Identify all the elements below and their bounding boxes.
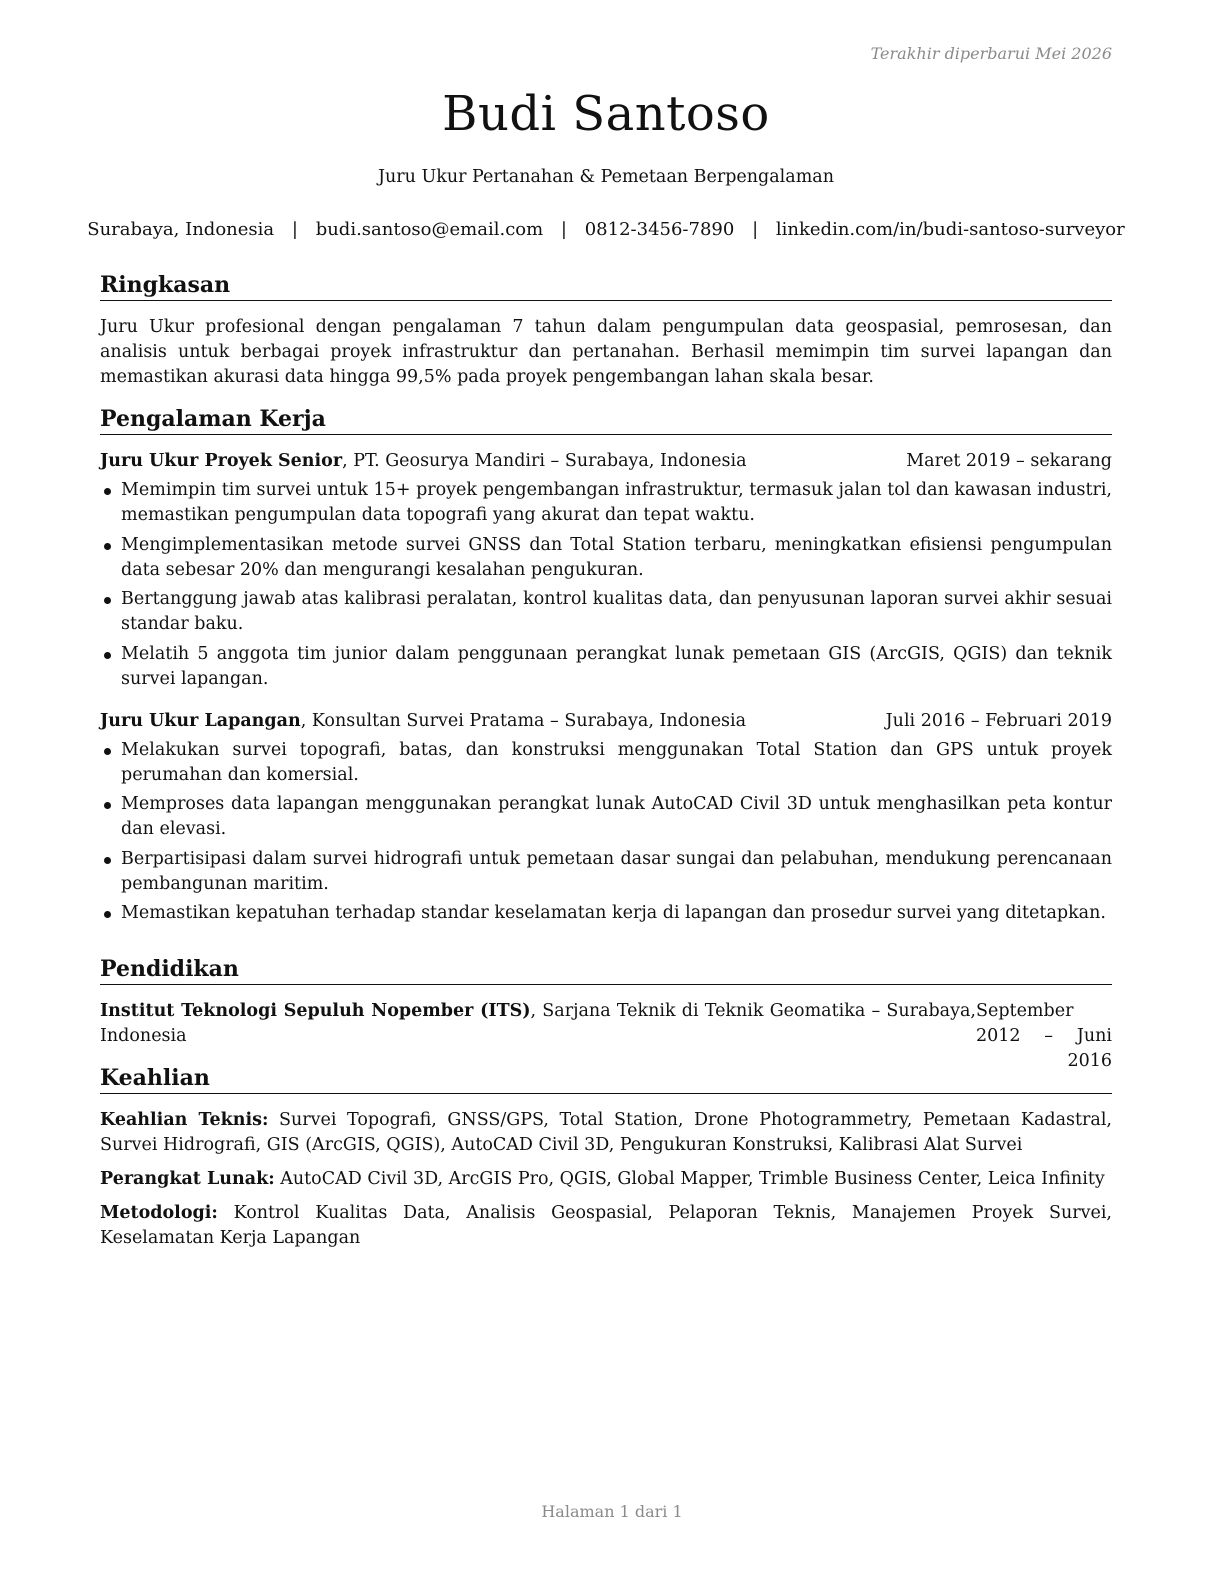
skill-value: Kontrol Kualitas Data, Analisis Geospasial, Pelaporan Teknis, Manajemen Proyek Survei, Keselamatan Kerja Lapangan (100, 1203, 1112, 1248)
candidate-title: Juru Ukur Pertanahan & Pemetaan Berpengalaman (378, 167, 834, 187)
education-degree: , Sarjana Teknik di Teknik Geomatika – Surabaya, Indonesia (100, 1001, 976, 1046)
job-role: Juru Ukur Lapangan (100, 710, 301, 731)
job-company: , PT. Geosurya Mandiri – Surabaya, Indonesia (342, 451, 747, 471)
job-bullet: Memimpin tim survei untuk 15+ proyek pengembangan infrastruktur, termasuk jalan tol dan kawasan industri, memastikan pengumpulan data topografi yang akurat dan tepat waktu. (100, 478, 1112, 528)
job-bullet: Memastikan kepatuhan terhadap standar keselamatan kerja di lapangan dan prosedur survei yang ditetapkan. (100, 901, 1112, 926)
job-header (100, 449, 1112, 474)
skills-list (100, 1108, 1112, 1251)
skill-line-software (100, 1167, 1112, 1192)
contact-linkedin[interactable]: linkedin.com/in/budi-santoso-surveyor (775, 219, 1125, 240)
skill-label: Metodologi: (100, 1203, 218, 1223)
skill-line-methodology (100, 1201, 1112, 1251)
job-header (100, 709, 1112, 734)
section-heading-summary: Ringkasan (100, 271, 1112, 301)
experience-section (100, 405, 1112, 931)
contact-phone[interactable]: 0812-3456-7890 (584, 219, 735, 240)
job-bullet: Memproses data lapangan menggunakan perangkat lunak AutoCAD Civil 3D untuk menghasilkan peta kontur dan elevasi. (100, 792, 1112, 842)
skills-section (100, 1064, 1112, 1260)
job-bullet: Melatih 5 anggota tim junior dalam penggunaan perangkat lunak pemetaan GIS (ArcGIS, QGIS) dan teknik survei lapangan. (100, 642, 1112, 692)
skill-value: Survei Topografi, GNSS/GPS, Total Station, Drone Photogrammetry, Pemetaan Kadastral, Survei Hidrografi, GIS (ArcGIS, QGIS), AutoCAD Civil 3D, Pengukuran Konstruksi, Kalibrasi Alat Survei (100, 1110, 1112, 1155)
job-bullet-list (100, 478, 1112, 692)
section-heading-skills: Keahlian (100, 1064, 1112, 1094)
contact-line (70, 219, 1142, 240)
job-bullet: Mengimplementasikan metode survei GNSS dan Total Station terbaru, meningkatkan efisiensi pengumpulan data sebesar 20% dan mengurangi kesalahan pengukuran. (100, 533, 1112, 583)
job-dates: Juli 2016 – Februari 2019 (885, 710, 1112, 731)
education-section (100, 955, 1112, 1074)
job-company: , Konsultan Survei Pratama – Surabaya, Indonesia (300, 710, 747, 731)
skill-label: Perangkat Lunak: (100, 1169, 275, 1189)
page-number: Halaman 1 dari 1 (541, 1502, 683, 1521)
job-dates: Maret 2019 – sekarang (906, 451, 1112, 471)
education-detail (100, 999, 976, 1074)
job-role: Juru Ukur Proyek Senior (100, 451, 343, 471)
job-bullet: Berpartisipasi dalam survei hidrografi untuk pemetaan dasar sungai dan pelabuhan, mendukung perencanaan pembangunan maritim. (100, 847, 1112, 897)
skill-label: Keahlian Teknis: (100, 1110, 269, 1130)
contact-separator: | (752, 219, 759, 240)
education-dates: September 2012 – Juni 2016 (976, 1001, 1112, 1071)
contact-separator: | (560, 219, 567, 240)
skill-value: AutoCAD Civil 3D, ArcGIS Pro, QGIS, Global Mapper, Trimble Business Center, Leica Infinity (274, 1169, 1105, 1189)
job-bullet: Bertanggung jawab atas kalibrasi peralatan, kontrol kualitas data, dan penyusunan laporan survei akhir sesuai standar baku. (100, 587, 1112, 637)
job-title-line (100, 709, 746, 734)
education-entry (100, 999, 1112, 1074)
job-bullet: Melakukan survei topografi, batas, dan konstruksi menggunakan Total Station dan GPS untuk proyek perumahan dan komersial. (100, 738, 1112, 788)
summary-section (100, 271, 1112, 390)
skill-line-technical (100, 1108, 1112, 1158)
resume-page (87, 0, 1125, 1584)
last-updated-note: Terakhir diperbarui Mei 2026 (870, 44, 1112, 63)
job-title-line (100, 449, 747, 474)
contact-location: Surabaya, Indonesia (87, 219, 275, 240)
candidate-name: Budi Santoso (442, 86, 770, 142)
contact-email[interactable]: budi.santoso@email.com (315, 219, 544, 240)
job-bullet-list (100, 738, 1112, 927)
job-entry (100, 449, 1112, 692)
job-entry (100, 709, 1112, 927)
section-heading-experience: Pengalaman Kerja (100, 405, 1112, 435)
contact-separator: | (291, 219, 298, 240)
section-heading-education: Pendidikan (100, 955, 1112, 985)
education-school: Institut Teknologi Sepuluh Nopember (ITS) (100, 1001, 531, 1021)
summary-text: Juru Ukur profesional dengan pengalaman 7 tahun dalam pengumpulan data geospasial, pemrosesan, dan analisis untuk berbagai proyek infrastruktur dan pertanahan. Berhasil memimpin tim survei lapangan dan memastikan akurasi data hingga 99,5% pada proyek pengembangan lahan skala besar. (100, 317, 1112, 387)
